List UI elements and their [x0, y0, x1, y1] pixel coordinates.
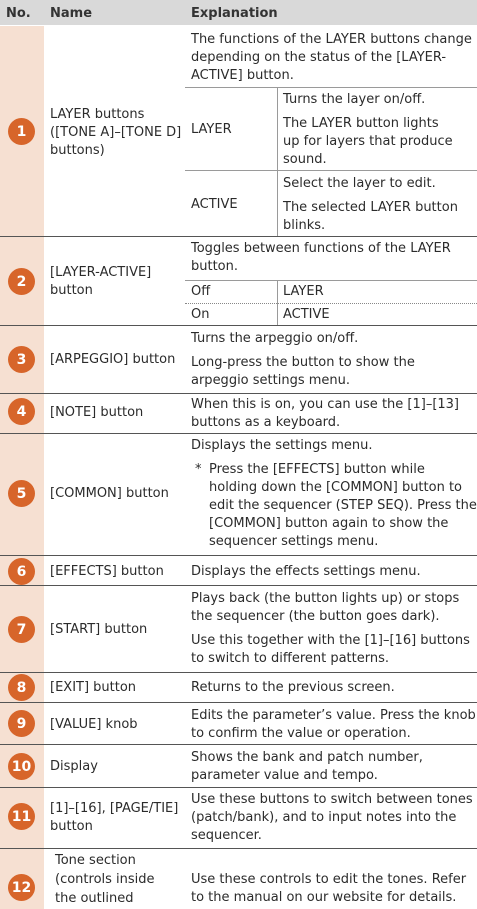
row-number-badge: 2 — [8, 268, 35, 295]
row-explanation-line: to confirm the value or operation. — [191, 726, 411, 741]
row-explanation-line: Shows the bank and patch number, — [191, 750, 423, 765]
row-explanation-line: Toggles between functions of the LAYER — [191, 241, 451, 256]
row-divider — [0, 848, 477, 849]
row-explanation-line: button. — [191, 259, 239, 274]
row-name-line: [NOTE] button — [50, 405, 144, 420]
row-divider — [0, 585, 477, 586]
row-divider — [0, 787, 477, 788]
row-number-badge: 11 — [8, 803, 35, 830]
row-number-badge: 4 — [8, 398, 35, 425]
sub-label: ACTIVE — [191, 197, 238, 212]
header-name: Name — [50, 6, 93, 21]
sub-explanation-line: blinks. — [283, 218, 326, 233]
divider — [185, 170, 477, 171]
sub-label: On — [191, 307, 210, 322]
row-explanation-line: parameter value and tempo. — [191, 768, 378, 783]
row-explanation-line: to switch to different patterns. — [191, 651, 390, 666]
row-divider — [0, 702, 477, 703]
header-explanation: Explanation — [191, 6, 278, 21]
row-explanation-line: sequencer. — [191, 828, 262, 843]
sub-explanation-line: Select the layer to edit. — [283, 176, 436, 191]
sub-explanation-line: sound. — [283, 152, 327, 167]
row-divider — [0, 433, 477, 434]
row-number-badge: 7 — [8, 616, 35, 643]
divider — [185, 280, 477, 281]
row-divider — [0, 744, 477, 745]
row-name-line: LAYER buttons — [50, 107, 145, 122]
divider — [185, 303, 477, 304]
row-name-line: button — [50, 819, 93, 834]
row-number-badge: 8 — [8, 674, 35, 701]
row-number-badge: 3 — [8, 346, 35, 373]
row-name-line: Display — [50, 759, 98, 774]
row-name-line: [LAYER-ACTIVE] — [50, 265, 152, 280]
sub-explanation-line: up for layers that produce — [283, 134, 453, 149]
row-explanation-line: When this is on, you can use the [1]–[13] — [191, 397, 460, 412]
row-name-line: [ARPEGGIO] button — [50, 352, 176, 367]
row-number-badge: 6 — [8, 558, 35, 585]
row-explanation-line: buttons as a keyboard. — [191, 415, 341, 430]
sub-explanation-line: The LAYER button lights — [283, 116, 439, 131]
row-explanation-line: to the manual on our website for details. — [191, 890, 457, 905]
row-explanation-line: Use this together with the [1]–[16] buttons — [191, 633, 470, 648]
sub-label: Off — [191, 284, 211, 299]
sub-explanation-line: Turns the layer on/off. — [283, 92, 426, 107]
row-explanation-line: Edits the parameter’s value. Press the knob — [191, 708, 476, 723]
row-name-line: the outlined — [55, 891, 134, 906]
note-line: sequencer settings menu. — [209, 534, 379, 549]
row-divider — [0, 672, 477, 673]
note-line: Press the [EFFECTS] button while — [209, 462, 425, 477]
row-number-badge: 12 — [8, 874, 35, 901]
row-name-line: [EFFECTS] button — [50, 564, 164, 579]
row-explanation-line: depending on the status of the [LAYER- — [191, 50, 447, 65]
note-line: [COMMON] button again to show the — [209, 516, 449, 531]
row-divider — [0, 393, 477, 394]
row-name-line: [EXIT] button — [50, 680, 137, 695]
divider — [277, 88, 278, 236]
header-no: No. — [6, 6, 31, 21]
row-explanation-line: Displays the settings menu. — [191, 438, 373, 453]
row-explanation-line: Long-press the button to show the — [191, 355, 415, 370]
sub-value: ACTIVE — [283, 307, 330, 322]
row-name-line: [VALUE] knob — [50, 717, 138, 732]
row-name-line: [START] button — [50, 622, 148, 637]
row-explanation-line: Use these buttons to switch between tones — [191, 792, 473, 807]
row-number-badge: 10 — [8, 753, 35, 780]
row-explanation-line: the sequencer (the button goes dark). — [191, 609, 440, 624]
sub-label: LAYER — [191, 122, 232, 137]
row-explanation-line: Displays the effects settings menu. — [191, 564, 421, 579]
row-name-line: [1]–[16], [PAGE/TIE] — [50, 801, 179, 816]
sub-value: LAYER — [283, 284, 324, 299]
row-name-line: Tone section — [55, 853, 136, 868]
note-line: edit the sequencer (STEP SEQ). Press the — [209, 498, 477, 513]
row-name-line: ([TONE A]–[TONE D] — [50, 125, 182, 140]
row-number-badge: 5 — [8, 480, 35, 507]
row-number-badge: 1 — [8, 118, 35, 145]
row-explanation-line: Use these controls to edit the tones. Refer — [191, 872, 467, 887]
row-explanation-line: arpeggio settings menu. — [191, 373, 351, 388]
note-line: holding down the [COMMON] button to — [209, 480, 463, 495]
row-number-badge: 9 — [8, 710, 35, 737]
row-name-line: button — [50, 283, 93, 298]
row-explanation-line: Turns the arpeggio on/off. — [191, 331, 359, 346]
row-divider — [0, 236, 477, 237]
row-explanation-line: (patch/bank), and to input notes into the — [191, 810, 457, 825]
row-name-line: (controls inside — [55, 872, 155, 887]
row-explanation-line: Plays back (the button lights up) or stops — [191, 591, 460, 606]
row-name-line: [COMMON] button — [50, 486, 169, 501]
divider — [185, 87, 477, 88]
row-explanation-line: Returns to the previous screen. — [191, 680, 395, 695]
note-mark: * — [195, 462, 202, 477]
row-explanation-line: ACTIVE] button. — [191, 68, 294, 83]
row-divider — [0, 555, 477, 556]
row-divider — [0, 325, 477, 326]
sub-explanation-line: The selected LAYER button — [283, 200, 458, 215]
row-name-line: buttons) — [50, 143, 105, 158]
row-explanation-line: The functions of the LAYER buttons change — [191, 32, 472, 47]
